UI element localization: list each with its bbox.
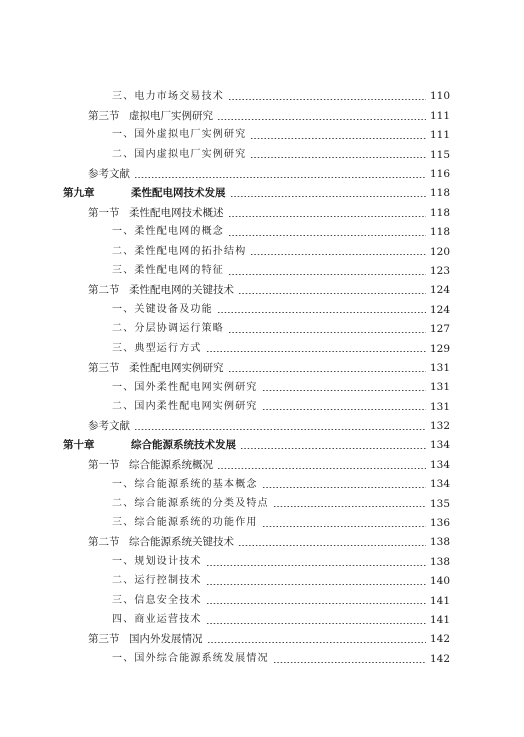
toc-entry-item: [0, 494, 524, 513]
toc-entry-section: [0, 630, 524, 649]
toc-entry-page-number: 116: [429, 168, 450, 180]
toc-entry-title: 三、柔性配电网的特征: [112, 265, 224, 277]
toc-entry-title: 一、关键设备及功能: [112, 303, 213, 315]
toc-entry-title: 四、商业运营技术: [112, 614, 202, 626]
toc-entry-item: [0, 223, 524, 242]
dot-leader: [262, 526, 426, 527]
toc-entry-title: 柔性配电网的关键技术: [129, 284, 234, 297]
toc-entry-label: [112, 596, 202, 606]
toc-entry-title: 一、国外综合能源系统发展情况: [112, 653, 269, 665]
toc-entry-page-number: 136: [429, 517, 450, 530]
toc-entry-number: 第二节: [88, 536, 120, 549]
toc-entry-number: 第二节: [88, 284, 120, 297]
toc-entry-page-number: 142: [429, 633, 450, 646]
toc-entry-item: [0, 572, 524, 591]
toc-entry-label: [88, 421, 130, 432]
toc-entry-page-number: 124: [429, 303, 450, 316]
toc-entry-label: [88, 460, 213, 471]
toc-entry-page-number: 138: [429, 555, 450, 568]
toc-entry-label: [112, 383, 258, 393]
toc-entry-page-number: 134: [429, 458, 450, 471]
toc-entry-ref: [0, 417, 524, 436]
toc-entry-page-number: 134: [429, 478, 450, 491]
toc-entry-title: 三、信息安全技术: [112, 594, 202, 606]
toc-entry-label: [112, 305, 213, 315]
dot-leader: [250, 138, 426, 139]
toc-entry-label: [88, 285, 234, 296]
dot-leader: [217, 312, 426, 313]
dot-leader: [228, 235, 426, 236]
toc-entry-page-number: 141: [429, 594, 450, 607]
toc-entry-item: [0, 378, 524, 397]
toc-entry-section: [0, 106, 524, 125]
toc-entry-title: 综合能源系统技术发展: [131, 439, 236, 452]
toc-entry-label: [112, 576, 202, 586]
dot-leader: [206, 603, 426, 604]
toc-entry-item: [0, 397, 524, 416]
toc-entry-chapter: [0, 184, 524, 203]
toc-entry-title: 二、分层协调运行策略: [112, 323, 224, 335]
toc-entry-number: 第十章: [63, 439, 95, 452]
toc-entry-title: 一、国外柔性配电网实例研究: [112, 381, 258, 393]
toc-entry-number: 第一节: [88, 458, 120, 471]
dot-leader: [206, 623, 426, 624]
toc-entry-label: [88, 111, 213, 122]
dot-leader: [230, 196, 426, 197]
dot-leader: [238, 545, 426, 546]
toc-entry-number: 第九章: [63, 187, 95, 200]
toc-entry-item: [0, 145, 524, 164]
dot-leader: [134, 429, 426, 430]
toc-entry-label: [112, 480, 258, 490]
toc-entry-title: 二、运行控制技术: [112, 575, 202, 587]
dot-leader: [228, 216, 426, 217]
toc-entry-title: 一、规划设计技术: [112, 556, 202, 568]
toc-entry-page-number: 132: [429, 420, 450, 433]
toc-entry-label: [112, 557, 202, 567]
toc-entry-label: [112, 324, 224, 334]
dot-leader: [262, 390, 426, 391]
toc-entry-title: 三、典型运行方式: [112, 342, 202, 354]
toc-entry-item: [0, 300, 524, 319]
toc-entry-label: [112, 266, 224, 276]
dot-leader: [217, 119, 426, 120]
toc-entry-title: 国内外发展情况: [129, 633, 203, 646]
toc-entry-item: [0, 611, 524, 630]
toc-entry-item: [0, 320, 524, 339]
toc-entry-label: [63, 440, 236, 451]
toc-entry-number: 第一节: [88, 206, 120, 219]
toc-entry-label: [112, 150, 246, 160]
toc-entry-item: [0, 552, 524, 571]
toc-entry-chapter: [0, 436, 524, 455]
dot-leader: [207, 642, 426, 643]
toc-entry-title: 虚拟电厂实例研究: [129, 109, 213, 122]
table-of-contents: [0, 87, 524, 669]
toc-entry-page-number: 127: [429, 323, 450, 336]
toc-entry-label: [112, 344, 202, 354]
toc-entry-title: 综合能源系统概况: [129, 458, 213, 471]
toc-entry-section: [0, 203, 524, 222]
toc-entry-item: [0, 649, 524, 668]
toc-entry-label: [63, 188, 226, 199]
toc-entry-page-number: 140: [429, 575, 450, 588]
toc-entry-number: 第三节: [88, 109, 120, 122]
toc-entry-title: 参考文献: [88, 420, 130, 433]
toc-entry-item: [0, 514, 524, 533]
toc-entry-label: [88, 537, 234, 548]
toc-entry-ref: [0, 165, 524, 184]
toc-entry-label: [88, 363, 224, 374]
toc-entry-page-number: 118: [429, 226, 450, 239]
toc-entry-title: 参考文献: [88, 168, 130, 180]
toc-entry-page-number: 118: [429, 187, 450, 200]
toc-entry-item: [0, 475, 524, 494]
toc-entry-item: [0, 591, 524, 610]
toc-entry-page-number: 110: [429, 90, 450, 103]
toc-entry-number: 第三节: [88, 633, 120, 646]
dot-leader: [206, 565, 426, 566]
toc-entry-title: 柔性配电网技术发展: [131, 187, 226, 200]
toc-entry-label: [88, 169, 130, 180]
toc-entry-label: [112, 227, 224, 237]
dot-leader: [262, 487, 426, 488]
dot-leader: [240, 448, 426, 449]
dot-leader: [273, 506, 426, 507]
toc-entry-label: [112, 518, 258, 528]
toc-entry-item: [0, 339, 524, 358]
toc-entry-label: [112, 654, 269, 664]
toc-entry-label: [112, 615, 202, 625]
toc-entry-section: [0, 455, 524, 474]
toc-entry-page-number: 123: [429, 264, 450, 277]
dot-leader: [217, 468, 426, 469]
toc-entry-page-number: 120: [429, 245, 450, 258]
dot-leader: [228, 371, 426, 372]
dot-leader: [262, 409, 426, 410]
toc-entry-page-number: 131: [429, 361, 450, 374]
toc-entry-item: [0, 126, 524, 145]
toc-entry-page-number: 135: [429, 497, 450, 510]
toc-entry-title: 柔性配电网实例研究: [129, 361, 224, 374]
toc-entry-label: [112, 402, 258, 412]
toc-entry-label: [88, 208, 224, 219]
toc-entry-section: [0, 358, 524, 377]
toc-entry-page-number: 141: [429, 613, 450, 626]
toc-entry-page-number: 111: [429, 109, 450, 122]
toc-entry-page-number: 124: [429, 284, 450, 297]
toc-entry-title: 一、柔性配电网的概念: [112, 226, 224, 238]
toc-entry-label: [88, 634, 203, 645]
dot-leader: [134, 177, 426, 178]
toc-entry-title: 综合能源系统关键技术: [129, 536, 234, 549]
toc-entry-item: [0, 87, 524, 106]
toc-entry-title: 一、国外虚拟电厂实例研究: [112, 129, 247, 141]
toc-entry-label: [112, 499, 269, 509]
toc-entry-number: 第三节: [88, 361, 120, 374]
toc-entry-page-number: 118: [429, 206, 450, 219]
toc-entry-title: 二、综合能源系统的分类及特点: [112, 497, 269, 509]
toc-entry-page-number: 131: [429, 400, 450, 413]
dot-leader: [228, 99, 426, 100]
dot-leader: [228, 274, 426, 275]
toc-entry-title: 柔性配电网技术概述: [129, 206, 224, 219]
toc-entry-label: [112, 247, 246, 257]
toc-entry-page-number: 111: [429, 129, 450, 142]
toc-entry-title: 三、电力市场交易技术: [112, 90, 224, 102]
toc-entry-section: [0, 281, 524, 300]
toc-entry-item: [0, 242, 524, 261]
dot-leader: [206, 584, 426, 585]
toc-entry-title: 二、国内柔性配电网实例研究: [112, 400, 258, 412]
toc-entry-label: [112, 92, 224, 102]
dot-leader: [250, 254, 426, 255]
dot-leader: [206, 351, 426, 352]
dot-leader: [228, 332, 426, 333]
toc-entry-title: 二、柔性配电网的拓扑结构: [112, 245, 247, 257]
toc-entry-label: [112, 130, 246, 140]
toc-entry-page-number: 131: [429, 381, 450, 394]
dot-leader: [273, 662, 426, 663]
dot-leader: [250, 157, 426, 158]
toc-entry-page-number: 138: [429, 536, 450, 549]
toc-entry-title: 一、综合能源系统的基本概念: [112, 478, 258, 490]
toc-entry-title: 二、国内虚拟电厂实例研究: [112, 148, 247, 160]
dot-leader: [238, 293, 426, 294]
toc-entry-title: 三、综合能源系统的功能作用: [112, 517, 258, 529]
toc-entry-page-number: 129: [429, 342, 450, 355]
toc-entry-page-number: 142: [429, 652, 450, 665]
toc-entry-item: [0, 262, 524, 281]
toc-entry-page-number: 134: [429, 439, 450, 452]
toc-entry-page-number: 115: [429, 148, 450, 161]
toc-entry-section: [0, 533, 524, 552]
